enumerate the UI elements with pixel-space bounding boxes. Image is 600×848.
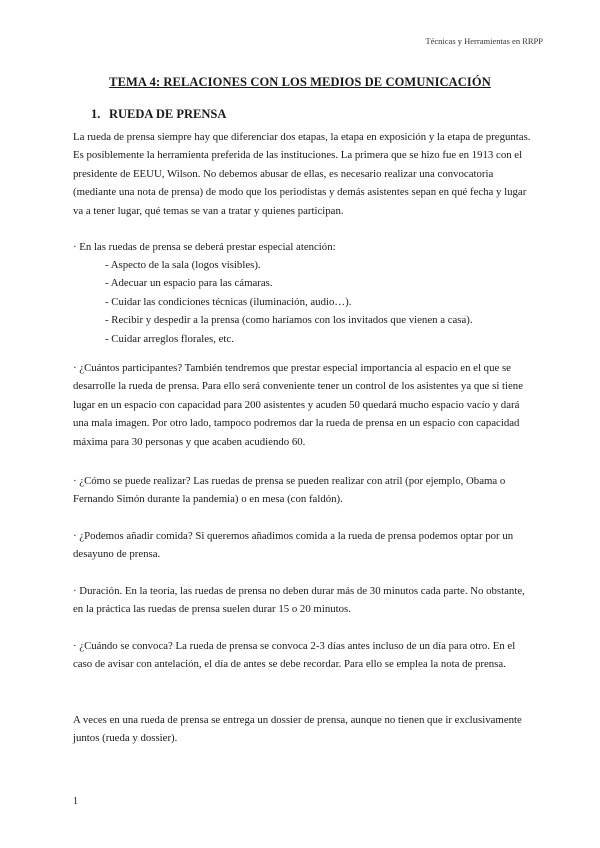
attention-intro-text: · En las ruedas de prensa se deberá prestar especial atención: bbox=[73, 241, 336, 253]
attention-intro bbox=[73, 238, 535, 256]
food-text: · ¿Podemos añadir comida? Si queremos añadimos comida a la rueda de prensa podemos optar por un desayuno de prensa. bbox=[73, 530, 514, 561]
running-header: Técnicas y Herramientas en RRPP bbox=[425, 36, 543, 46]
participants-text: · ¿Cuántos participantes? También tendremos que prestar especial importancia al espacio en el que se desarrolle la rueda de prensa. Para ello será conveniente tener un control de los asistentes ya que si tiene lugar en un espacio con capacidad para 200 asistentes y acuden 50 quedará mucho espacio vacío y dará una mala imagen. Por otro lado, tampoco podremos dar la rueda de prensa en un espacio con capacidad máxima para 30 personas y que acaben acudiendo 60. bbox=[73, 362, 523, 448]
attention-list bbox=[105, 256, 473, 348]
participants-paragraph bbox=[73, 359, 535, 451]
when-text: · ¿Cuándo se convoca? La rueda de prensa se convoca 2-3 días antes incluso de un día para otro. En el caso de avisar con antelación, el día de antes se debe recordar. Para ello se emplea la nota de prensa. bbox=[73, 640, 516, 671]
page-number: 1 bbox=[73, 796, 78, 807]
duration-paragraph bbox=[73, 582, 535, 619]
intro-paragraph bbox=[73, 128, 535, 220]
duration-text: · Duración. En la teoría, las ruedas de prensa no deben durar más de 30 minutos cada parte. No obstante, en la práctica las ruedas de prensa suelen durar 15 o 20 minutos. bbox=[73, 585, 525, 616]
dossier-text: A veces en una rueda de prensa se entrega un dossier de prensa, aunque no tienen que ir exclusivamente juntos (rueda y dossier). bbox=[73, 714, 522, 745]
food-paragraph bbox=[73, 527, 535, 564]
how-paragraph bbox=[73, 472, 535, 509]
how-text: · ¿Cómo se puede realizar? Las ruedas de prensa se pueden realizar con atril (por ejemplo, Obama o Fernando Simón durante la pandemia) o en mesa (con faldón). bbox=[73, 475, 506, 506]
section-number: 1. bbox=[91, 107, 101, 121]
list-item: - Aspecto de la sala (logos visibles). bbox=[105, 259, 261, 271]
list-item: - Recibir y despedir a la prensa (como haríamos con los invitados que vienen a casa). bbox=[105, 314, 473, 327]
list-item: - Cuidar arreglos florales, etc. bbox=[105, 332, 234, 345]
list-item: - Adecuar un espacio para las cámaras. bbox=[105, 277, 273, 290]
list-item: - Cuidar las condiciones técnicas (iluminación, audio…). bbox=[105, 295, 352, 308]
dossier-paragraph bbox=[73, 711, 535, 748]
section-title: RUEDA DE PRENSA bbox=[109, 107, 227, 121]
page-title: TEMA 4: RELACIONES CON LOS MEDIOS DE COMUNICACIÓN bbox=[109, 75, 491, 89]
section-heading bbox=[91, 107, 226, 122]
when-paragraph bbox=[73, 637, 535, 674]
intro-text: La rueda de prensa siempre hay que diferenciar dos etapas, la etapa en exposición y la etapa de preguntas. Es posiblemente la herramienta preferida de las instituciones. La primera que se hizo fue en 1913 con el presidente de EEUU, Wilson. No debemos abusar de ellas, es necesario realizar una convocatoria (mediante una nota de prensa) de modo que los periodistas y demás asistentes sepan en qué fecha y lugar va a tener lugar, qué temas se van a tratar y quienes participan. bbox=[73, 131, 531, 217]
